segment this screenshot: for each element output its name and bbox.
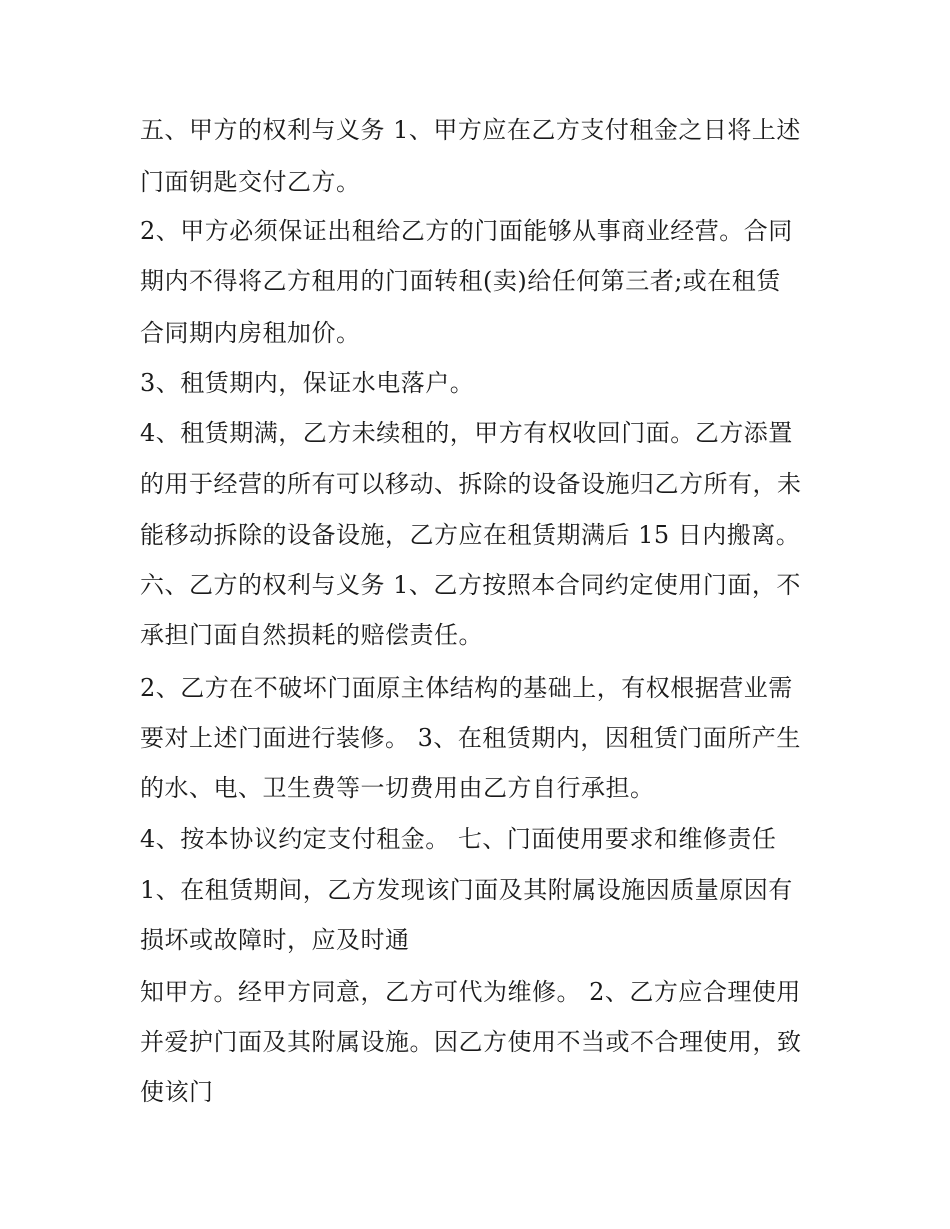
- text-line: 4、按本协议约定支付租金。 七、门面使用要求和维修责任: [140, 825, 777, 853]
- text-line: 门面钥匙交付乙方。: [140, 168, 361, 196]
- text-line: 承担门面自然损耗的赔偿责任。: [140, 621, 483, 649]
- text-line: 知甲方。经甲方同意，乙方可代为维修。 2、乙方应合理使用: [140, 978, 801, 1006]
- text-line: 1、在租赁期间，乙方发现该门面及其附属设施因质量原因有: [140, 876, 793, 904]
- text-line: 4、租赁期满，乙方未续租的，甲方有权收回门面。乙方添置: [140, 419, 793, 447]
- text-line: 要对上述门面进行装修。 3、在租赁期内，因租赁门面所产生: [140, 724, 801, 752]
- text-line: 2、甲方必须保证出租给乙方的门面能够从事商业经营。合同: [140, 217, 793, 245]
- text-line: 2、乙方在不破坏门面原主体结构的基础上，有权根据营业需: [140, 674, 793, 702]
- text-line: 使该门: [140, 1078, 214, 1106]
- text-line: 的用于经营的所有可以移动、拆除的设备设施归乙方所有，未: [140, 470, 802, 498]
- text-line: 损坏或故障时，应及时通: [140, 926, 410, 954]
- text-line: 期内不得将乙方租用的门面转租(卖)给任何第三者;或在租赁: [140, 267, 781, 295]
- text-line: 五、甲方的权利与义务 1、甲方应在乙方支付租金之日将上述: [140, 116, 801, 144]
- text-line: 六、乙方的权利与义务 1、乙方按照本合同约定使用门面，不: [140, 571, 801, 599]
- text-line: 的水、电、卫生费等一切费用由乙方自行承担。: [140, 774, 655, 802]
- text-line: 并爱护门面及其附属设施。因乙方使用不当或不合理使用，致: [140, 1028, 802, 1056]
- text-line: 3、租赁期内，保证水电落户。: [140, 369, 475, 397]
- text-line: 合同期内房租加价。: [140, 319, 361, 347]
- text-line: 能移动拆除的设备设施，乙方应在租赁期满后 15 日内搬离。: [140, 521, 801, 549]
